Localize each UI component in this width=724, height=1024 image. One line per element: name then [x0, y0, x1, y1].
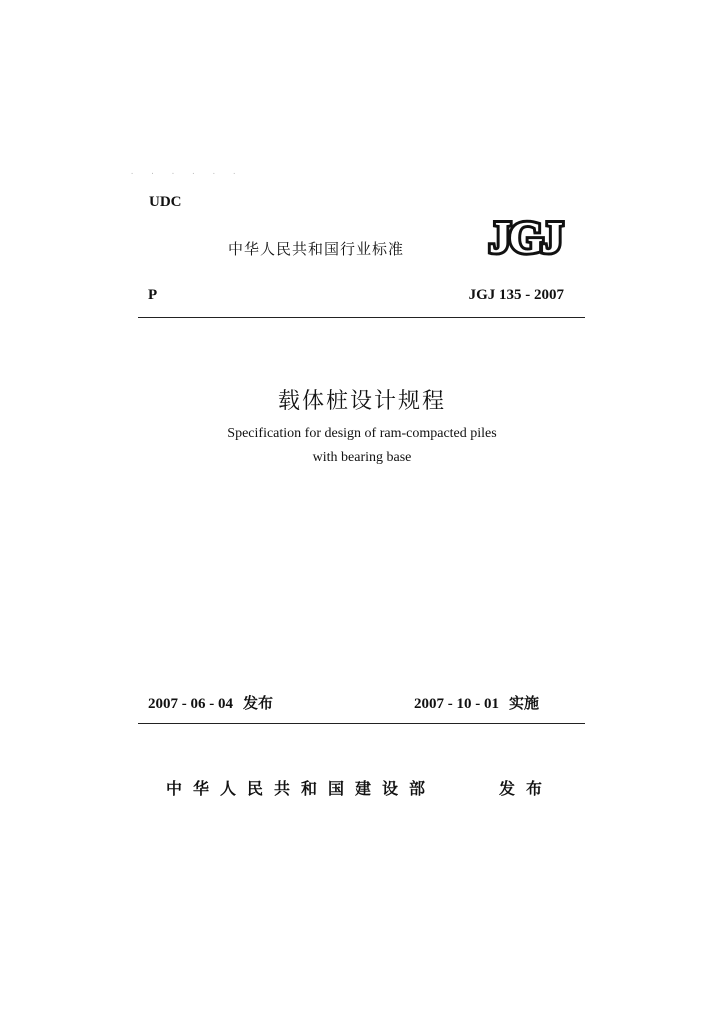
jgj-logo — [480, 212, 570, 258]
standard-code: JGJ 135 - 2007 — [468, 287, 564, 303]
jgj-logo-text: JGJ — [488, 213, 562, 258]
document-title-english-line2: with bearing base — [312, 450, 412, 465]
scan-artifact: · · · · · · — [130, 170, 243, 178]
effective-date: 2007 - 10 - 01 — [414, 696, 499, 712]
publish-label: 发布 — [499, 779, 554, 798]
effective-date-block — [414, 692, 539, 713]
udc-label: UDC — [149, 194, 182, 210]
document-title-chinese: 载体桩设计规程 — [277, 389, 446, 414]
issue-date-block — [148, 692, 273, 713]
bottom-divider — [138, 723, 585, 724]
issue-date: 2007 - 06 - 04 — [148, 696, 233, 712]
effective-label: 实施 — [509, 694, 540, 712]
document-title-english-line1: Specification for design of ram-compacted piles — [227, 426, 497, 441]
issue-label: 发布 — [243, 694, 274, 712]
classification-code: P — [148, 287, 158, 303]
publisher-name: 中华人民共和国建设部 — [166, 779, 437, 798]
top-divider — [138, 317, 585, 318]
standard-category: 中华人民共和国行业标准 — [228, 240, 405, 258]
